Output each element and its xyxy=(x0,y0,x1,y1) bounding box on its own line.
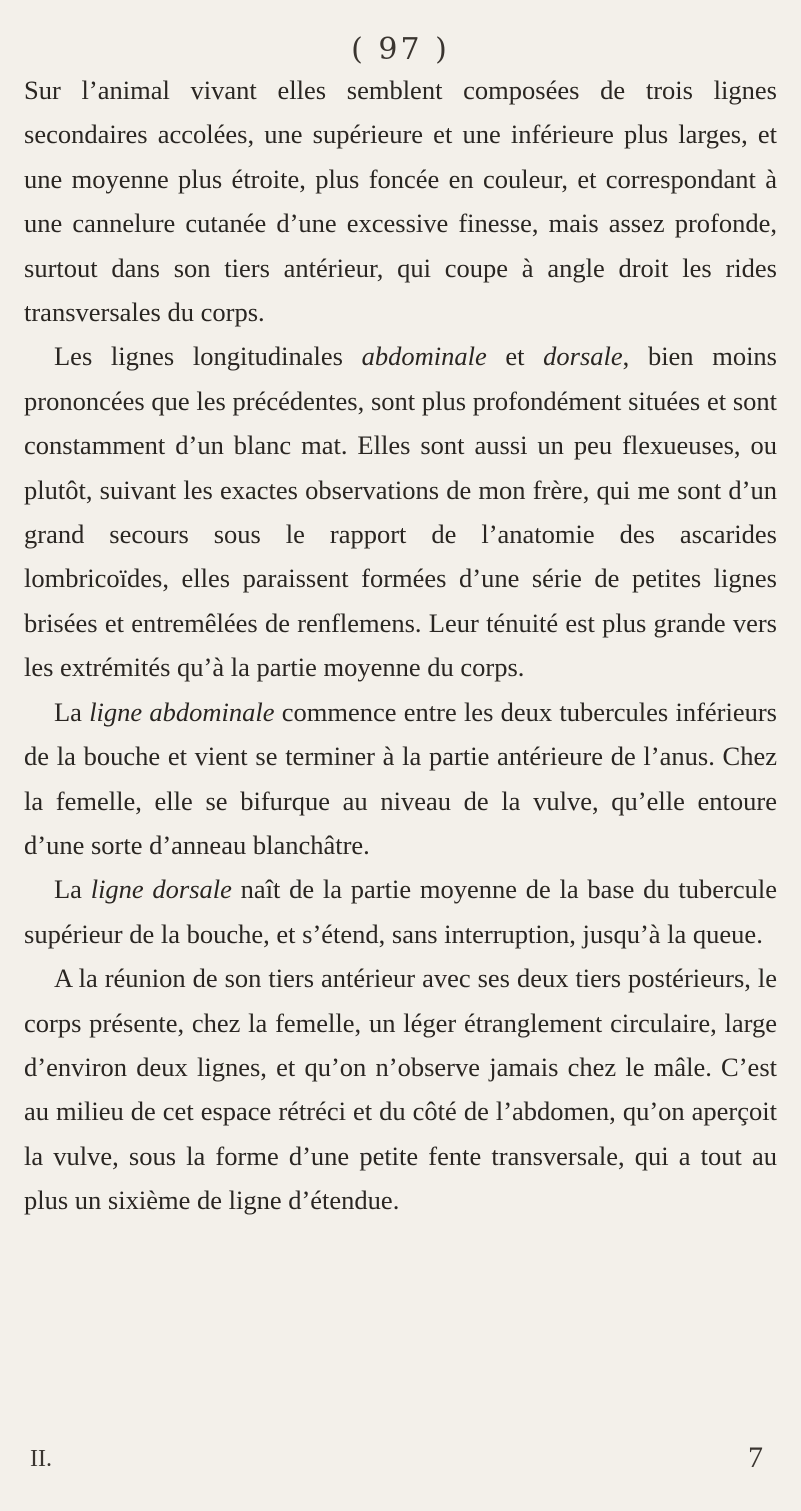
paragraph-2-text-c: , bien moins prononcées que les précédentes, sont plus profondément situées et sont constamment d’un blanc mat. Elles sont aussi un peu flexueuses, ou plutôt, suivant les exactes observations de mon frère, qui me sont d’un grand secours sous le rapport de l’anatomie des ascarides lombricoïdes, elles paraissent formées d’une série de petites lignes brisées et entremêlées de renflemens. Leur ténuité est plus grande vers les extrémités qu’à la partie moyenne du corps. xyxy=(24,341,777,683)
paragraph-5-text: A la réunion de son tiers antérieur avec ses deux tiers postérieurs, le corps présente, chez la femelle, un léger étranglement circulaire, large d’environ deux lignes, et qu’on n’observe jamais chez le mâle. C’est au milieu de cet espace rétréci et du côté de l’abdomen, qu’on aperçoit la vulve, sous la forme d’une petite fente transversale, qui a tout au plus un sixième de ligne d’étendue. xyxy=(24,963,777,1216)
paragraph-2 xyxy=(24,334,777,689)
paragraph-4 xyxy=(24,867,777,956)
paragraph-2-text-a: Les lignes longitudinales xyxy=(54,341,362,372)
paragraph-1 xyxy=(24,68,777,334)
paragraph-3-text-b: commence entre les deux tubercules inférieurs de la bouche et vient se terminer à la partie antérieure de l’anus. Chez la femelle, elle se bifurque au niveau de la vulve, qu’elle entoure d’une sorte d’anneau blanchâtre. xyxy=(24,696,777,860)
catchword: 7 xyxy=(748,1441,763,1474)
body-text xyxy=(24,68,777,1223)
paragraph-2-text-b: et xyxy=(486,341,544,372)
paragraph-5 xyxy=(24,956,777,1222)
paragraph-3-text-a: La xyxy=(54,696,90,727)
term-abdominale: abdominale xyxy=(361,341,487,372)
page-number: ( 97 ) xyxy=(351,32,450,67)
paragraph-1-text: Sur l’animal vivant elles semblent composées de trois lignes secondaires accolées, une supérieure et une inférieure plus larges, et une moyenne plus étroite, plus foncée en couleur, et correspondant à une cannelure cutanée d’une excessive finesse, mais assez profonde, surtout dans son tiers antérieur, qui coupe à angle droit les rides transversales du corps. xyxy=(24,75,777,328)
paragraph-4-text-a: La xyxy=(54,874,91,905)
paragraph-4-text-b: naît de la partie moyenne de la base du tubercule supérieur de la bouche, et s’étend, sans interruption, jusqu’à la queue. xyxy=(24,874,777,949)
paragraph-3 xyxy=(24,690,777,868)
term-ligne-dorsale: ligne dorsale xyxy=(90,874,232,905)
signature-mark: II. xyxy=(30,1446,52,1472)
term-dorsale: dorsale xyxy=(543,341,623,372)
term-ligne-abdominale: ligne abdominale xyxy=(89,696,275,727)
